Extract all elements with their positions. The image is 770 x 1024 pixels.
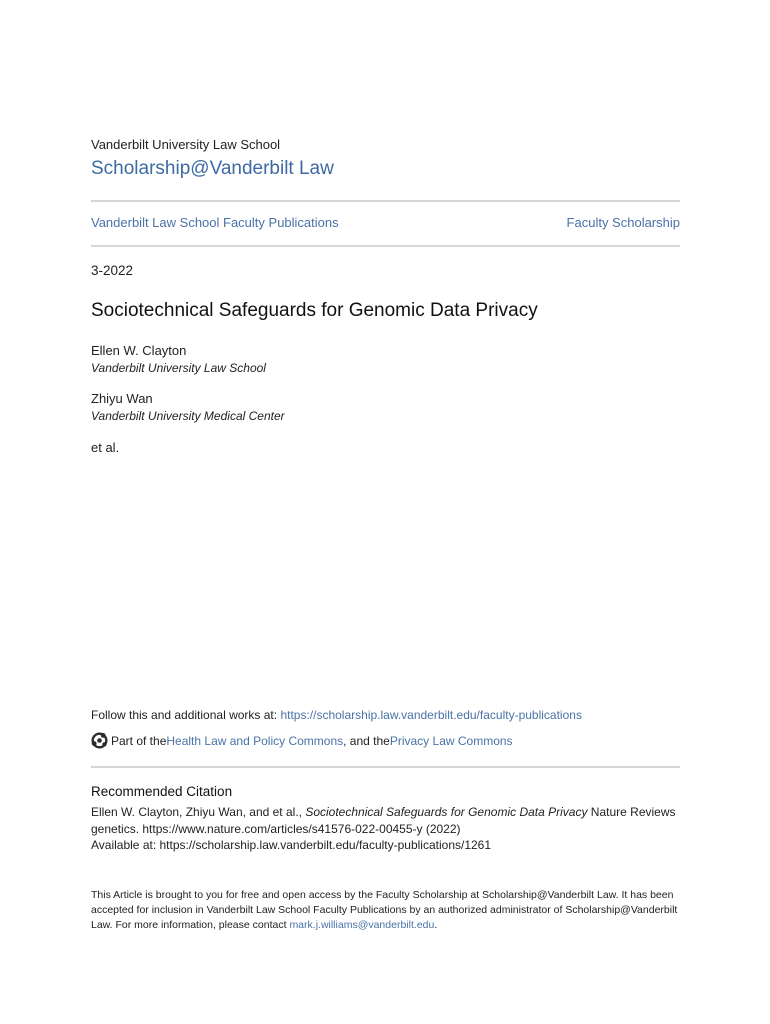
et-al-label: et al.: [91, 440, 120, 455]
notice-end: .: [434, 919, 438, 931]
recommended-citation-heading: Recommended Citation: [91, 784, 233, 799]
institution-name: Vanderbilt University Law School: [91, 137, 281, 152]
follow-line: [91, 708, 582, 722]
network-icon: [91, 732, 108, 749]
part-of-prefix: Part of the: [111, 733, 167, 748]
citation-title: Sociotechnical Safeguards for Genomic Data Privacy: [305, 805, 588, 819]
author-name: Zhiyu Wan: [91, 391, 153, 406]
collection-link-faculty-scholarship[interactable]: Faculty Scholarship: [566, 215, 680, 230]
collection-link-faculty-publications[interactable]: Vanderbilt Law School Faculty Publications: [91, 215, 339, 230]
repository-title-link[interactable]: Scholarship@Vanderbilt Law: [91, 158, 334, 179]
health-law-commons-link[interactable]: Health Law and Policy Commons: [166, 733, 344, 748]
citation-available: Available at: https://scholarship.law.vanderbilt.edu/faculty-publications/1261: [91, 838, 492, 852]
citation-rest: Nature Reviews genetics. https://www.nature.com/articles/s41576-022-00455-y (2022): [91, 805, 676, 836]
contact-email-link[interactable]: mark.j.williams@vanderbilt.edu: [289, 919, 435, 931]
citation-text: [91, 804, 681, 854]
publication-date: 3-2022: [91, 263, 134, 278]
author-affiliation: Vanderbilt University Law School: [91, 361, 266, 375]
top-divider: [91, 200, 680, 202]
privacy-law-commons-link[interactable]: Privacy Law Commons: [389, 733, 513, 748]
article-title: Sociotechnical Safeguards for Genomic Data Privacy: [91, 300, 538, 321]
author-affiliation: Vanderbilt University Medical Center: [91, 409, 285, 423]
author-name: Ellen W. Clayton: [91, 343, 187, 358]
part-of-middle: , and the: [343, 733, 390, 748]
access-notice: [91, 888, 681, 933]
notice-text: This Article is brought to you for free and open access by the Faculty Scholarship at Scholarship@Vanderbilt Law. It has been accepted for inclusion in Vanderbilt Law School Faculty Publications by an authorized administrator of Scholarship@Vanderbilt Law. For more information, please contact: [91, 889, 678, 931]
follow-url-link[interactable]: https://scholarship.law.vanderbilt.edu/faculty-publications: [280, 708, 582, 722]
second-divider: [91, 245, 680, 247]
part-of-line: [91, 732, 513, 749]
follow-prefix: Follow this and additional works at:: [91, 708, 281, 722]
citation-divider: [91, 766, 680, 768]
citation-authors: Ellen W. Clayton, Zhiyu Wan, and et al.,: [91, 805, 306, 819]
